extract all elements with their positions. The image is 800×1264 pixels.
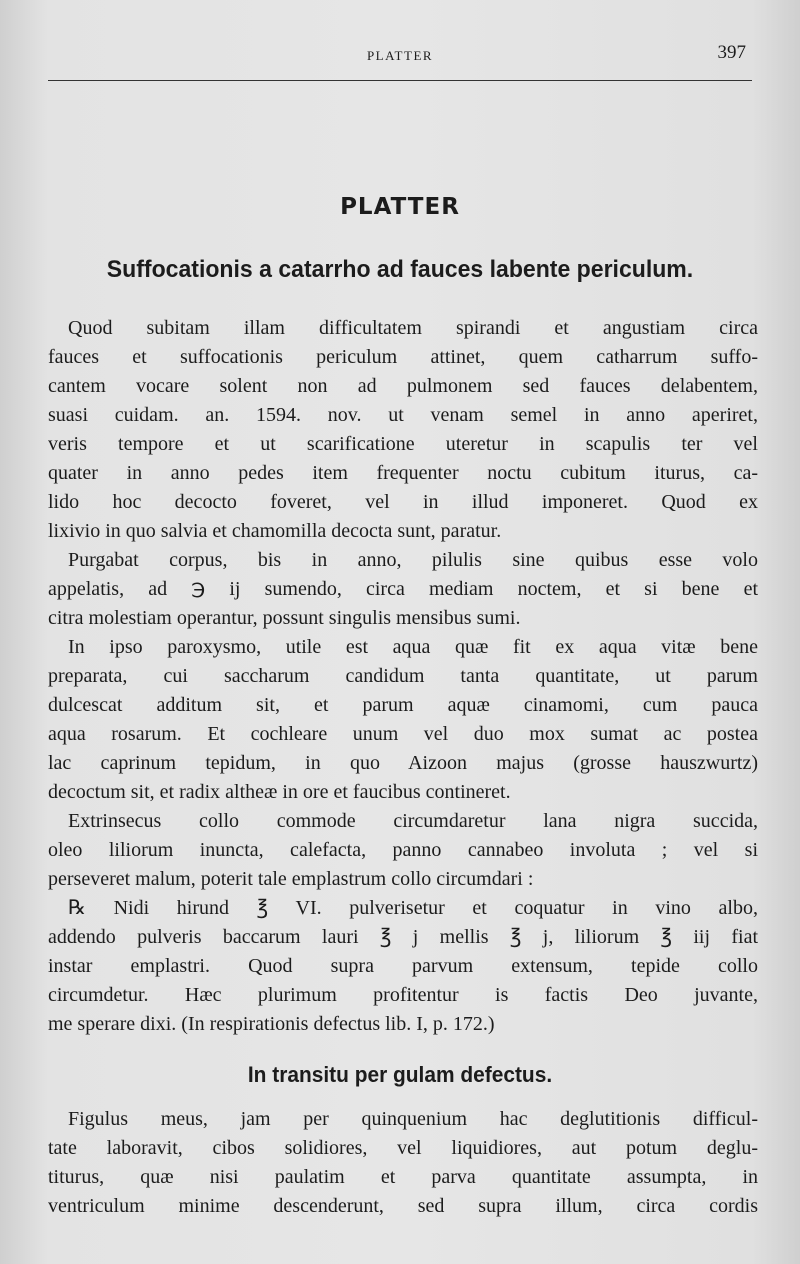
text-line: cantem vocare solent non ad pulmonem sed fauces delabentem,	[48, 375, 758, 397]
text-line: citra molestiam operantur, possunt singulis mensibus sumi.	[48, 607, 521, 629]
text-line: suasi cuidam. an. 1594. nov. ut venam semel in anno aperiret,	[48, 404, 758, 426]
page-number: 397	[717, 42, 746, 63]
text-line: Quod subitam illam difficultatem spirandi et angustiam circa	[68, 317, 758, 339]
text-line: ℞ Nidi hirund ℥ VI. pulverisetur et coquatur in vino albo,	[68, 897, 758, 919]
text-line: In ipso paroxysmo, utile est aqua quæ fit ex aqua vitæ bene	[68, 636, 758, 658]
text-line: Figulus meus, jam per quinquenium hac deglutitionis difficul-	[68, 1108, 758, 1130]
text-line: dulcescat additum sit, et parum aquæ cinamomi, cum pauca	[48, 694, 758, 716]
text-line: fauces et suffocationis periculum attinet, quem catharrum suffo-	[48, 346, 758, 368]
text-line: quater in anno pedes item frequenter noctu cubitum iturus, ca-	[48, 462, 758, 484]
text-line: aqua rosarum. Et cochleare unum vel duo mox sumat ac postea	[48, 723, 758, 745]
running-header-title: PLATTER	[366, 48, 434, 63]
text-line: preparata, cui saccharum candidum tanta quantitate, ut parum	[48, 665, 758, 687]
text-line: appelatis, ad ℈ ij sumendo, circa mediam noctem, et si bene et	[48, 578, 758, 600]
text-line: lac caprinum tepidum, in quo Aizoon majus (grosse hauszwurtz)	[48, 752, 758, 774]
running-header	[48, 40, 752, 81]
text-line: instar emplastri. Quod supra parvum extensum, tepide collo	[48, 955, 758, 977]
text-line: me sperare dixi. (In respirationis defectus lib. I, p. 172.)	[48, 1013, 495, 1035]
text-line: circumdetur. Hæc plurimum profitentur is factis Deo juvante,	[48, 984, 758, 1006]
text-line: Purgabat corpus, bis in anno, pilulis sine quibus esse volo	[68, 549, 758, 571]
heading-suffocation: Suffocationis a catarrho ad fauces labente periculum.	[106, 256, 694, 283]
text-line: decoctum sit, et radix altheæ in ore et faucibus contineret.	[48, 781, 511, 803]
text-line: ventriculum minime descenderunt, sed supra illum, circa cordis	[48, 1195, 758, 1217]
text-line: lixivio in quo salvia et chamomilla decocta sunt, paratur.	[48, 520, 502, 542]
text-line: veris tempore et ut scarificatione uteretur in scapulis ter vel	[48, 433, 758, 455]
text-line: perseveret malum, poterit tale emplastrum collo circumdari :	[48, 868, 534, 890]
text-line: Extrinsecus collo commode circumdaretur lana nigra succida,	[68, 810, 758, 832]
text-line: lido hoc decocto foveret, vel in illud imponeret. Quod ex	[48, 491, 758, 513]
text-line: titurus, quæ nisi paulatim et parva quantitate assumpta, in	[48, 1166, 758, 1188]
section-title: PLATTER	[340, 194, 460, 220]
text-line: oleo liliorum inuncta, calefacta, panno cannabeo involuta ; vel si	[48, 839, 758, 861]
text-line: addendo pulveris baccarum lauri ℥ j mellis ℥ j, liliorum ℥ iij fiat	[48, 926, 758, 948]
body-text-2	[48, 1105, 758, 1221]
heading-gula: In transitu per gulam defectus.	[247, 1062, 553, 1087]
text-line: tate laboravit, cibos solidiores, vel liquidiores, aut potum deglu-	[48, 1137, 758, 1159]
body-text	[48, 314, 758, 1039]
